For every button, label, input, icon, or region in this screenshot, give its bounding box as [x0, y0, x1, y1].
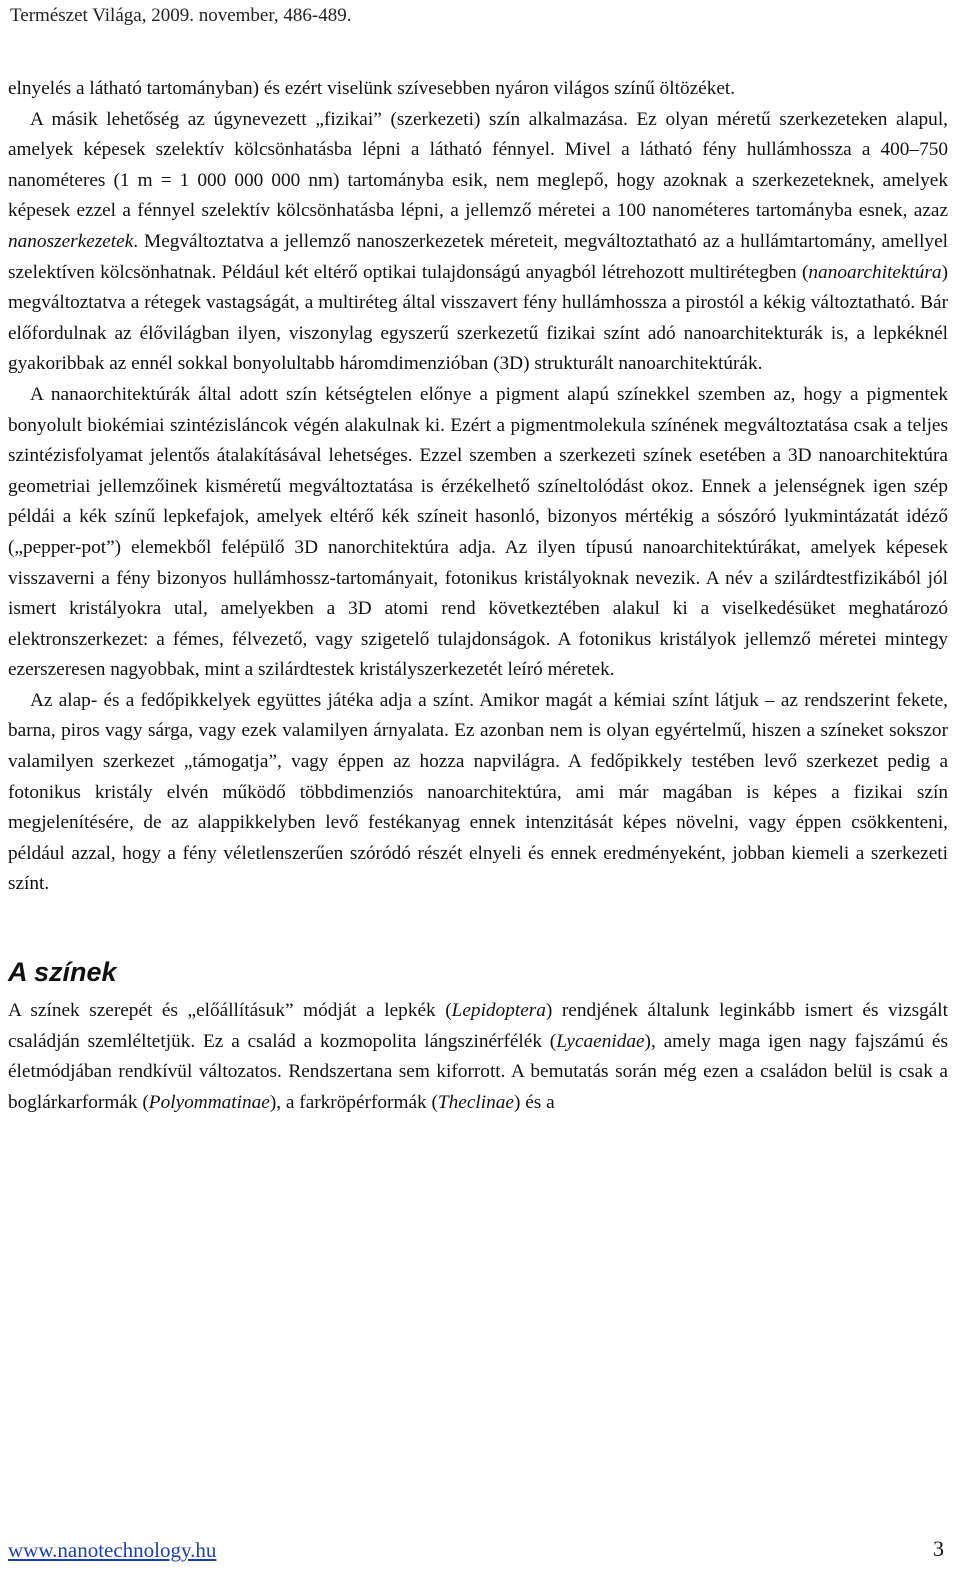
- paragraph: [8, 105, 948, 380]
- text-run: A másik lehetőség az úgynevezett „fizikai” (szerkezeti) szín alkalmazása. Ez olyan méretű szerkezeteken alapul, amelyek képesek szelektív kölcsönhatásba lépni a látható fénnyel. Mivel a látható fény hullámhossza a 400–750 nanométeres (1 m = 1 000 000 000 nm) tartományba esik, nem meglepő, hogy azoknak a szerkezeteknek, amelyek képesek ezzel a fénnyel szelektív kölcsönhatásba lépni, a jellemző méretei a 100 nanométeres tartományba esnek, azaz: [8, 108, 948, 222]
- italic-term: Lycaenidae: [556, 1030, 645, 1052]
- text-run: A nanaorchitektúrák által adott szín kétségtelen előnye a pigment alapú színekkel szemben az, hogy a pigmentek bonyolult biokémiai szintézisláncok végén alakulnak ki. Ezért a pigmentmolekula színének megváltoztatása csak a teljes szintézisfolyamat jelentős átalakításával lehetséges. Ezzel szemben a szerkezeti színek esetében a 3D nanoarchitektúra geometriai jellemzőinek kisméretű megváltoztatása is érzékelhető színeltolódást okoz. Ennek a jelenségnek igen szép példái a kék színű lepkefajok, amelyek eltérő kék színeit hasonló, bizonyos mértékig a sószóró lyukmintázatát idéző („pepper-pot”) elemekből felépülő 3D nanorchitektúra adja. Az ilyen típusú nanoarchitektúrákat, amelyek képesek visszaverni a fény bizonyos hullámhossz-tartományait, fotonikus kristályoknak nevezik. A név a szilárdtestfizikából jól ismert kristályokra utal, amelyekben a 3D atomi rend következtében alakul ki a viselkedésüket meghatározó elektronszerkezet: a fémes, félvezető, vagy szigetelő tulajdonságok. A fotonikus kristályok jellemző méretei mintegy ezerszeresen nagyobbak, mint a szilárdtestek kristályszerkezetét leíró méretek.: [8, 383, 948, 681]
- text-run: elnyelés a látható tartományban) és ezért viselünk szívesebben nyáron világos színű öltözéket.: [8, 78, 736, 99]
- italic-term: Polyommatinae: [148, 1091, 270, 1113]
- text-run: . Megváltoztatva a jellemző nanoszerkezetek méreteit, megváltoztatható az a hullámtartomány, amellyel szelektíven kölcsönhatnak. Például két eltérő optikai tulajdonságú anyagból létrehozott multirétegben (: [8, 230, 948, 283]
- running-header: Természet Világa, 2009. november, 486-489.: [10, 5, 352, 26]
- italic-term: Lepidoptera: [451, 1000, 546, 1022]
- text-run: ), a farkröpérformák (: [269, 1091, 438, 1113]
- text-run: Az alap- és a fedőpikkelyek együttes játéka adja a színt. Amikor magát a kémiai színt látjuk – az rendszerint fekete, barna, piros vagy sárga, vagy ezek valamilyen árnyalata. Ez azonban nem is olyan egyértelmű, hiszen a színeket sokszor valamilyen szerkezet „támogatja”, vagy éppen az hozza napvilágra. A fedőpikkely testében levő szerkezet pedig a fotonikus kristály elvén működő többdimenziós nanoarchitektúra, ami már magában is képes a fizikai szín megjelenítésére, de az alappikkelyben levő festékanyag ennek intenzitását képes növelni, vagy éppen csökkenteni, például azzal, hogy a fény véletlenszerűen szóródó részét elnyeli és ennek eredményeként, jobban kiemeli a szerkezeti színt.: [8, 689, 948, 895]
- section-heading: A színek: [8, 957, 117, 988]
- page-number: 3: [933, 1536, 944, 1561]
- article-body: [8, 74, 948, 1118]
- paragraph: [8, 686, 948, 900]
- italic-term: nanoarchitektúra: [808, 261, 942, 283]
- text-run: ) rendjének általunk leginkább ismert és vizsgált családján szemléltetjük. Ez a család a kozmopolita lángszinérfélék (: [8, 1000, 948, 1052]
- paragraph: [8, 380, 948, 686]
- text-run: ) és a: [513, 1091, 555, 1113]
- website-link[interactable]: www.nanotechnology.hu: [8, 1538, 217, 1562]
- text-run: A színek szerepét és „előállításuk” módját a lepkék (: [8, 1000, 452, 1022]
- text-run: ), amely maga igen nagy fajszámú és életmódjában rendkívül változatos. Rendszertana sem kiforrott. A bemutatás során még ezen a családon belül is csak a boglárkarformák (: [8, 1030, 948, 1113]
- paragraph: [8, 74, 948, 105]
- italic-term: Theclinae: [437, 1091, 514, 1113]
- text-run: ) megváltoztatva a rétegek vastagságát, a multiréteg által visszavert fény hullámhossza a pirostól a kékig változtatható. Bár előfordulnak az élővilágban ilyen, viszonylag egyszerű szerkezetű fizikai színt adó nanoarchitekturák is, a lepkéknél gyakoribbak az ennél sokkal bonyolultabb háromdimenzióban (3D) strukturált nanoarchitektúrák.: [8, 261, 948, 375]
- italic-term: nanoszerkezetek: [8, 230, 134, 252]
- paragraph: [8, 996, 948, 1118]
